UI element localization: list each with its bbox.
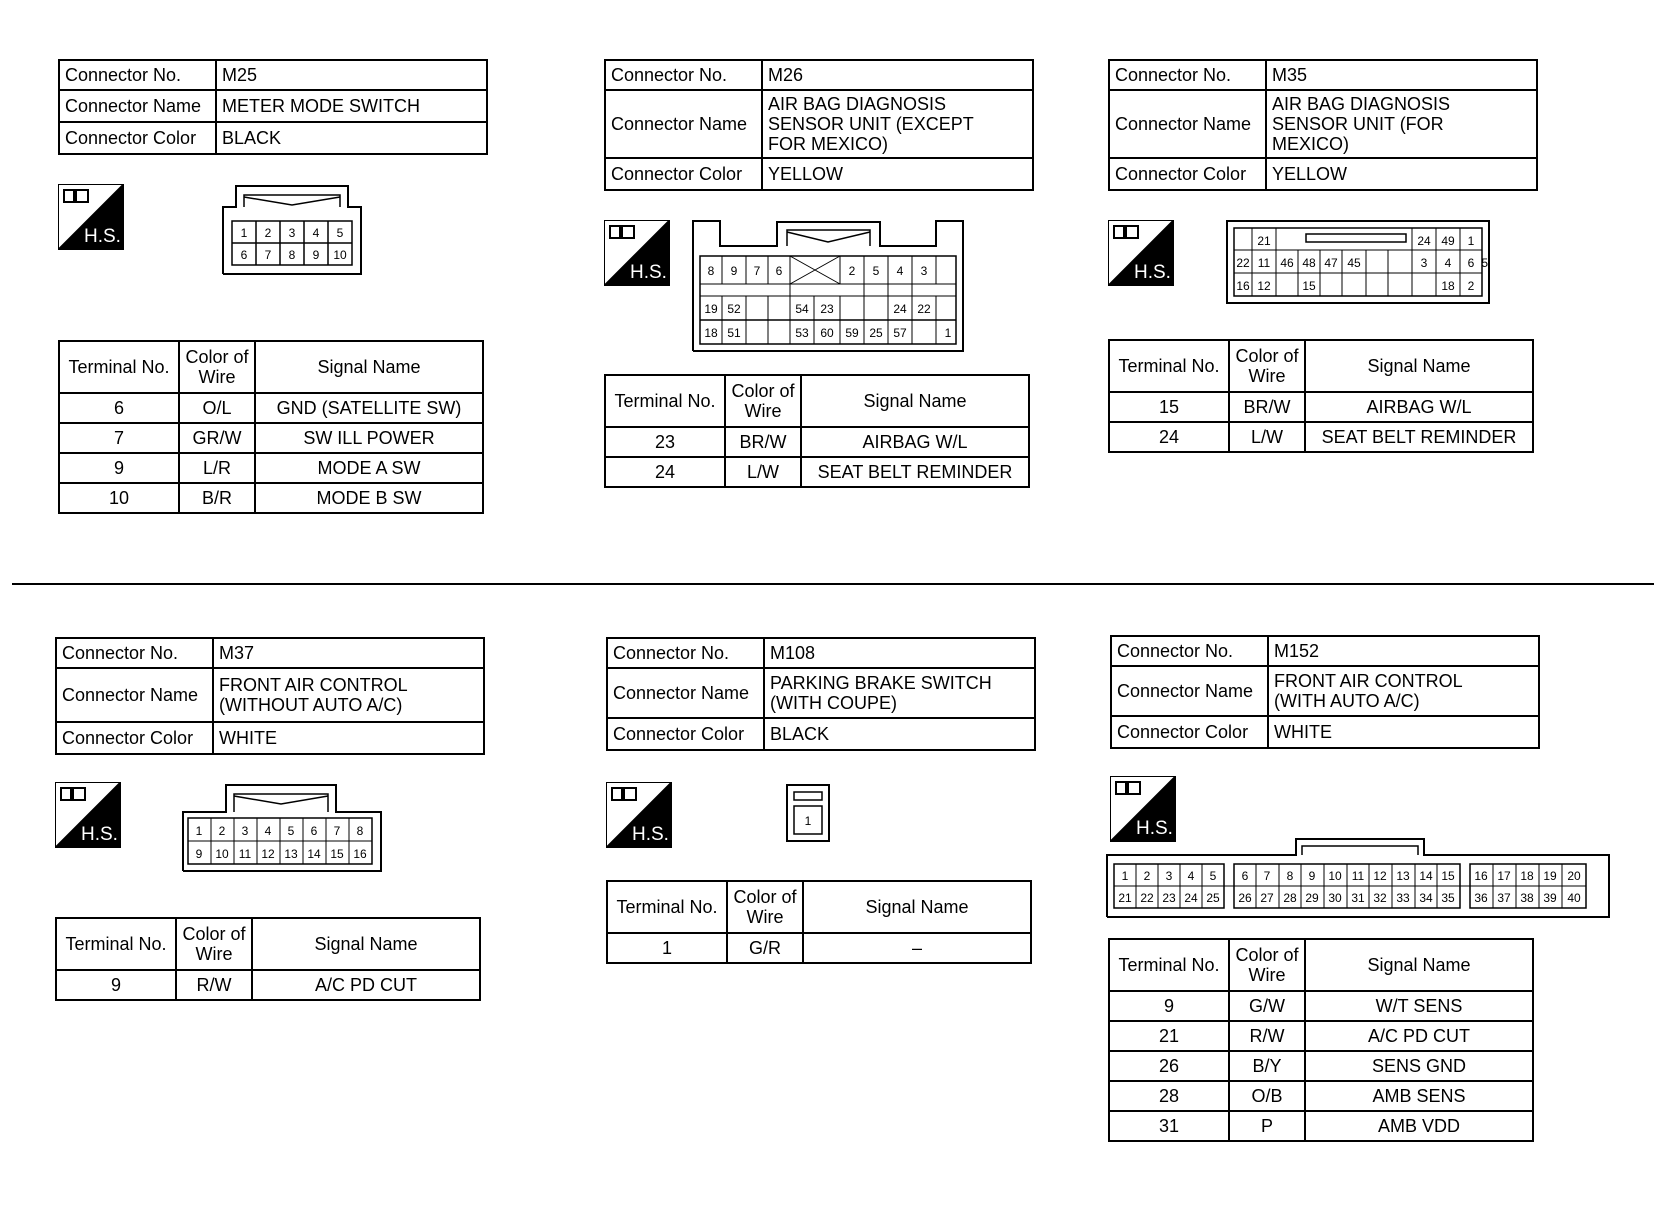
connector-info-m26 xyxy=(604,59,1034,191)
svg-text:H.S.: H.S. xyxy=(81,824,118,845)
svg-text:7: 7 xyxy=(753,264,761,278)
svg-text:52: 52 xyxy=(727,302,741,316)
signal-name-header: Signal Name xyxy=(255,341,483,393)
svg-text:4: 4 xyxy=(264,824,272,838)
terminal-table-m152: Terminal No. Color of Wire Signal Name 9 G/W W/T SENS 21 R/W A/C PD CUT 26 B/Y SENS GND 28 O/B AMB SENS 31 P AMB VDD xyxy=(1108,938,1534,1142)
svg-text:16: 16 xyxy=(353,847,367,861)
svg-text:15: 15 xyxy=(1302,279,1316,293)
table-row: 9 G/W W/T SENS xyxy=(1109,991,1533,1021)
table-row: 24 L/W SEAT BELT REMINDER xyxy=(1109,422,1533,452)
svg-text:5: 5 xyxy=(1481,256,1488,270)
svg-text:17: 17 xyxy=(1497,869,1511,883)
pin: 7 xyxy=(264,248,272,262)
svg-text:H.S.: H.S. xyxy=(630,262,667,283)
svg-text:38: 38 xyxy=(1520,891,1534,905)
svg-text:39: 39 xyxy=(1543,891,1557,905)
svg-text:47: 47 xyxy=(1324,256,1338,270)
svg-text:2: 2 xyxy=(1143,869,1151,883)
table-row: 23 BR/W AIRBAG W/L xyxy=(605,427,1029,457)
svg-text:34: 34 xyxy=(1419,891,1433,905)
svg-text:24: 24 xyxy=(893,302,907,316)
svg-text:6: 6 xyxy=(1467,256,1475,270)
svg-text:36: 36 xyxy=(1474,891,1488,905)
svg-text:H.S.: H.S. xyxy=(632,824,669,845)
svg-text:23: 23 xyxy=(1162,891,1176,905)
pin: 6 xyxy=(240,248,248,262)
svg-text:3: 3 xyxy=(920,264,928,278)
pin: 4 xyxy=(312,226,320,240)
harness-side-icon xyxy=(1108,220,1174,286)
terminal-table-m108: Terminal No. Color of Wire Signal Name 1 G/R – xyxy=(606,880,1032,964)
svg-text:6: 6 xyxy=(775,264,783,278)
table-row: 26 B/Y SENS GND xyxy=(1109,1051,1533,1081)
svg-text:22: 22 xyxy=(1140,891,1154,905)
svg-text:9: 9 xyxy=(730,264,738,278)
svg-text:7: 7 xyxy=(333,824,341,838)
svg-text:46: 46 xyxy=(1280,256,1294,270)
harness-side-icon xyxy=(604,220,670,286)
harness-side-icon xyxy=(1110,776,1176,842)
terminal-no-header: Terminal No. xyxy=(59,341,179,393)
table-row: 15 BR/W AIRBAG W/L xyxy=(1109,392,1533,422)
svg-text:21: 21 xyxy=(1118,891,1132,905)
svg-text:10: 10 xyxy=(215,847,229,861)
connector-face-m152 xyxy=(1106,838,1610,918)
connector-color-value: BLACK xyxy=(216,122,487,154)
svg-text:25: 25 xyxy=(869,326,883,340)
connector-name-label: Connector Name xyxy=(59,90,216,122)
svg-text:6: 6 xyxy=(310,824,318,838)
table-row: 31 P AMB VDD xyxy=(1109,1111,1533,1141)
svg-text:22: 22 xyxy=(1236,256,1250,270)
terminal-table-m37: Terminal No. Color of Wire Signal Name 9 R/W A/C PD CUT xyxy=(55,917,481,1001)
pin: 2 xyxy=(264,226,272,240)
svg-text:30: 30 xyxy=(1328,891,1342,905)
connector-color-label: Connector Color xyxy=(605,158,762,190)
svg-text:9: 9 xyxy=(1308,869,1316,883)
svg-text:14: 14 xyxy=(1419,869,1433,883)
table-row: 6 O/L GND (SATELLITE SW) xyxy=(59,393,483,423)
svg-text:14: 14 xyxy=(307,847,321,861)
svg-text:6: 6 xyxy=(1241,869,1249,883)
terminal-table-m35: Terminal No. Color of Wire Signal Name 15 BR/W AIRBAG W/L 24 L/W SEAT BELT REMINDER xyxy=(1108,339,1534,453)
pin: 3 xyxy=(288,226,296,240)
svg-text:4: 4 xyxy=(896,264,904,278)
svg-text:49: 49 xyxy=(1441,234,1455,248)
connector-no-value: M26 xyxy=(762,60,1033,90)
table-row: 10 B/R MODE B SW xyxy=(59,483,483,513)
harness-side-icon xyxy=(55,782,121,848)
svg-text:5: 5 xyxy=(287,824,295,838)
svg-text:24: 24 xyxy=(1417,234,1431,248)
svg-text:15: 15 xyxy=(1441,869,1455,883)
connector-face-m26 xyxy=(692,220,964,352)
svg-text:23: 23 xyxy=(820,302,834,316)
svg-text:1: 1 xyxy=(195,824,203,838)
svg-text:2: 2 xyxy=(1467,279,1475,293)
connector-face-m35 xyxy=(1226,220,1490,304)
svg-text:12: 12 xyxy=(1373,869,1387,883)
svg-text:18: 18 xyxy=(704,326,718,340)
svg-text:53: 53 xyxy=(795,326,809,340)
svg-text:4: 4 xyxy=(1444,256,1452,270)
svg-text:8: 8 xyxy=(707,264,715,278)
svg-text:1: 1 xyxy=(944,326,952,340)
table-row: 21 R/W A/C PD CUT xyxy=(1109,1021,1533,1051)
svg-text:5: 5 xyxy=(1209,869,1217,883)
svg-text:59: 59 xyxy=(845,326,859,340)
connector-name-label: Connector Name xyxy=(605,90,762,158)
harness-side-icon xyxy=(58,184,124,250)
connector-name-value: AIR BAG DIAGNOSIS SENSOR UNIT (EXCEPT FOR MEXICO) xyxy=(762,90,1033,158)
svg-text:21: 21 xyxy=(1257,234,1271,248)
svg-text:11: 11 xyxy=(1257,256,1271,270)
pin: 8 xyxy=(288,248,296,262)
svg-text:20: 20 xyxy=(1567,869,1581,883)
table-row: 28 O/B AMB SENS xyxy=(1109,1081,1533,1111)
svg-text:11: 11 xyxy=(238,847,252,861)
connector-no-label: Connector No. xyxy=(59,60,216,90)
connector-face-m108 xyxy=(786,784,830,842)
svg-text:9: 9 xyxy=(195,847,203,861)
svg-text:H.S.: H.S. xyxy=(1136,818,1173,839)
connector-color-label: Connector Color xyxy=(59,122,216,154)
svg-text:10: 10 xyxy=(1328,869,1342,883)
svg-text:25: 25 xyxy=(1206,891,1220,905)
svg-text:22: 22 xyxy=(917,302,931,316)
svg-text:57: 57 xyxy=(893,326,907,340)
connector-face-m37 xyxy=(182,784,382,872)
table-row: 1 G/R – xyxy=(607,933,1031,963)
svg-text:8: 8 xyxy=(1286,869,1294,883)
connector-name-value: METER MODE SWITCH xyxy=(216,90,487,122)
svg-text:5: 5 xyxy=(872,264,880,278)
harness-side-icon xyxy=(606,782,672,848)
svg-text:54: 54 xyxy=(795,302,809,316)
svg-text:1: 1 xyxy=(1467,234,1475,248)
table-row: 9 L/R MODE A SW xyxy=(59,453,483,483)
connector-info-m25 xyxy=(58,59,488,155)
svg-text:40: 40 xyxy=(1567,891,1581,905)
svg-text:32: 32 xyxy=(1373,891,1387,905)
svg-text:15: 15 xyxy=(330,847,344,861)
pin: 9 xyxy=(312,248,320,262)
svg-text:3: 3 xyxy=(1165,869,1173,883)
svg-text:28: 28 xyxy=(1283,891,1297,905)
svg-text:37: 37 xyxy=(1497,891,1511,905)
table-row: 24 L/W SEAT BELT REMINDER xyxy=(605,457,1029,487)
svg-text:1: 1 xyxy=(804,814,812,828)
pin: 10 xyxy=(333,248,347,262)
svg-text:13: 13 xyxy=(284,847,298,861)
terminal-table-m26: Terminal No. Color of Wire Signal Name 23 BR/W AIRBAG W/L 24 L/W SEAT BELT REMINDER xyxy=(604,374,1030,488)
svg-text:8: 8 xyxy=(356,824,364,838)
table-row: 9 R/W A/C PD CUT xyxy=(56,970,480,1000)
svg-text:2: 2 xyxy=(848,264,856,278)
svg-text:33: 33 xyxy=(1396,891,1410,905)
svg-text:51: 51 xyxy=(727,326,741,340)
svg-text:31: 31 xyxy=(1351,891,1365,905)
pin: 1 xyxy=(240,226,248,240)
svg-text:29: 29 xyxy=(1305,891,1319,905)
connector-info-m152: Connector No. M152 Connector Name FRONT AIR CONTROL (WITH AUTO A/C) Connector Color WHITE xyxy=(1110,635,1540,749)
svg-text:2: 2 xyxy=(218,824,226,838)
svg-text:60: 60 xyxy=(820,326,834,340)
svg-text:1: 1 xyxy=(1121,869,1129,883)
svg-text:27: 27 xyxy=(1260,891,1274,905)
svg-text:24: 24 xyxy=(1184,891,1198,905)
svg-text:H.S.: H.S. xyxy=(1134,262,1171,283)
connector-no-label: Connector No. xyxy=(605,60,762,90)
svg-text:13: 13 xyxy=(1396,869,1410,883)
table-row: 7 GR/W SW ILL POWER xyxy=(59,423,483,453)
connector-info-m108: Connector No. M108 Connector Name PARKING BRAKE SWITCH (WITH COUPE) Connector Color BLACK xyxy=(606,637,1036,751)
svg-text:4: 4 xyxy=(1187,869,1195,883)
connector-info-m35: Connector No. M35 Connector Name AIR BAG DIAGNOSIS SENSOR UNIT (FOR MEXICO) Connector Color YELLOW xyxy=(1108,59,1538,191)
svg-text:3: 3 xyxy=(1420,256,1428,270)
svg-text:7: 7 xyxy=(1263,869,1271,883)
color-of-wire-header: Color of Wire xyxy=(179,341,255,393)
svg-text:26: 26 xyxy=(1238,891,1252,905)
svg-text:11: 11 xyxy=(1351,869,1365,883)
hs-text: H.S. xyxy=(84,226,121,247)
section-divider xyxy=(12,583,1654,585)
connector-info-m37: Connector No. M37 Connector Name FRONT AIR CONTROL (WITHOUT AUTO A/C) Connector Color WHITE xyxy=(55,637,485,755)
svg-text:18: 18 xyxy=(1441,279,1455,293)
svg-text:35: 35 xyxy=(1441,891,1455,905)
pin: 5 xyxy=(336,226,344,240)
svg-text:16: 16 xyxy=(1474,869,1488,883)
svg-text:19: 19 xyxy=(1543,869,1557,883)
svg-text:19: 19 xyxy=(704,302,718,316)
connector-no-value: M25 xyxy=(216,60,487,90)
svg-text:3: 3 xyxy=(241,824,249,838)
svg-text:12: 12 xyxy=(261,847,275,861)
svg-text:12: 12 xyxy=(1257,279,1271,293)
svg-text:45: 45 xyxy=(1347,256,1361,270)
connector-color-value: YELLOW xyxy=(762,158,1033,190)
connector-face-m25 xyxy=(222,185,362,275)
terminal-table-m25 xyxy=(58,340,484,514)
svg-text:16: 16 xyxy=(1236,279,1250,293)
svg-text:48: 48 xyxy=(1302,256,1316,270)
svg-text:18: 18 xyxy=(1520,869,1534,883)
